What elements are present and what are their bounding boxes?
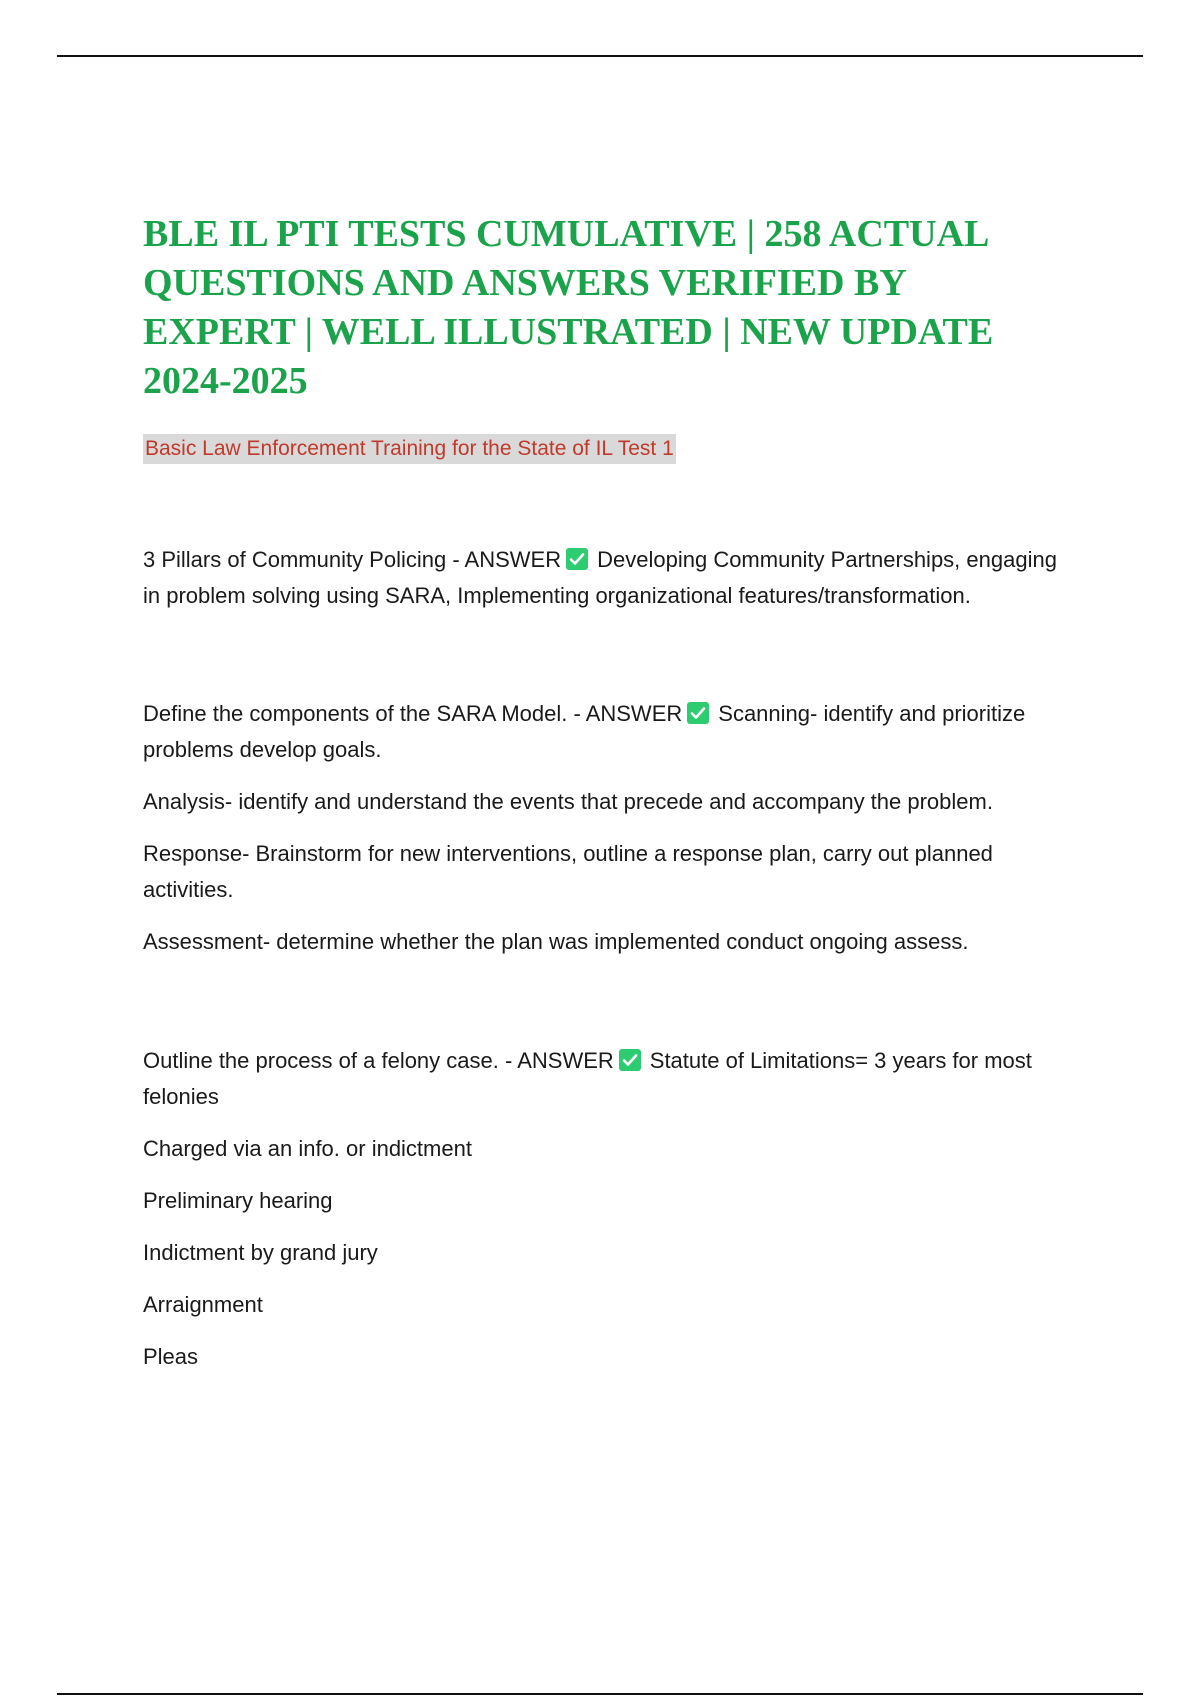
bottom-rule (57, 1693, 1143, 1695)
document-subtitle: Basic Law Enforcement Training for the State of IL Test 1 (143, 434, 676, 464)
question-text: Define the components of the SARA Model. - ANSWER (143, 701, 683, 726)
question-text: Outline the process of a felony case. - ANSWER (143, 1048, 614, 1073)
top-rule (57, 55, 1143, 57)
qa-first-line (143, 1043, 1063, 1115)
answer-line: Assessment- determine whether the plan was implemented conduct ongoing assess. (143, 929, 969, 954)
question-text: 3 Pillars of Community Policing - ANSWER (143, 547, 562, 572)
answer-text: Scanning- identify and prioritize problems develop goals. (143, 701, 1026, 762)
check-box-icon (618, 1048, 642, 1072)
answer-text: Statute of Limitations= 3 years for most felonies (143, 1048, 1032, 1109)
answer-line: Analysis- identify and understand the events that precede and accompany the problem. (143, 789, 993, 814)
qa-item (143, 1043, 1063, 1375)
answer-line: Preliminary hearing (143, 1188, 333, 1213)
qa-item (143, 542, 1063, 614)
check-box-icon (565, 547, 589, 571)
qa-item (143, 696, 1063, 960)
answer-line: Arraignment (143, 1292, 263, 1317)
answer-line: Response- Brainstorm for new interventions, outline a response plan, carry out planned activities. (143, 841, 993, 902)
document-title: BLE IL PTI TESTS CUMULATIVE | 258 ACTUAL QUESTIONS AND ANSWERS VERIFIED BY EXPERT | WELL ILLUSTRATED | NEW UPDATE 2024-2025 (143, 213, 994, 402)
answer-text: Developing Community Partnerships, engaging in problem solving using SARA, Implementing organizational features/transformation. (143, 547, 1057, 608)
answer-line: Pleas (143, 1344, 199, 1369)
qa-first-line (143, 542, 1063, 614)
answer-line: Charged via an info. or indictment (143, 1136, 472, 1161)
document-body (143, 210, 1063, 1375)
qa-first-line (143, 696, 1063, 768)
answer-line: Indictment by grand jury (143, 1240, 378, 1265)
check-box-icon (686, 701, 710, 725)
